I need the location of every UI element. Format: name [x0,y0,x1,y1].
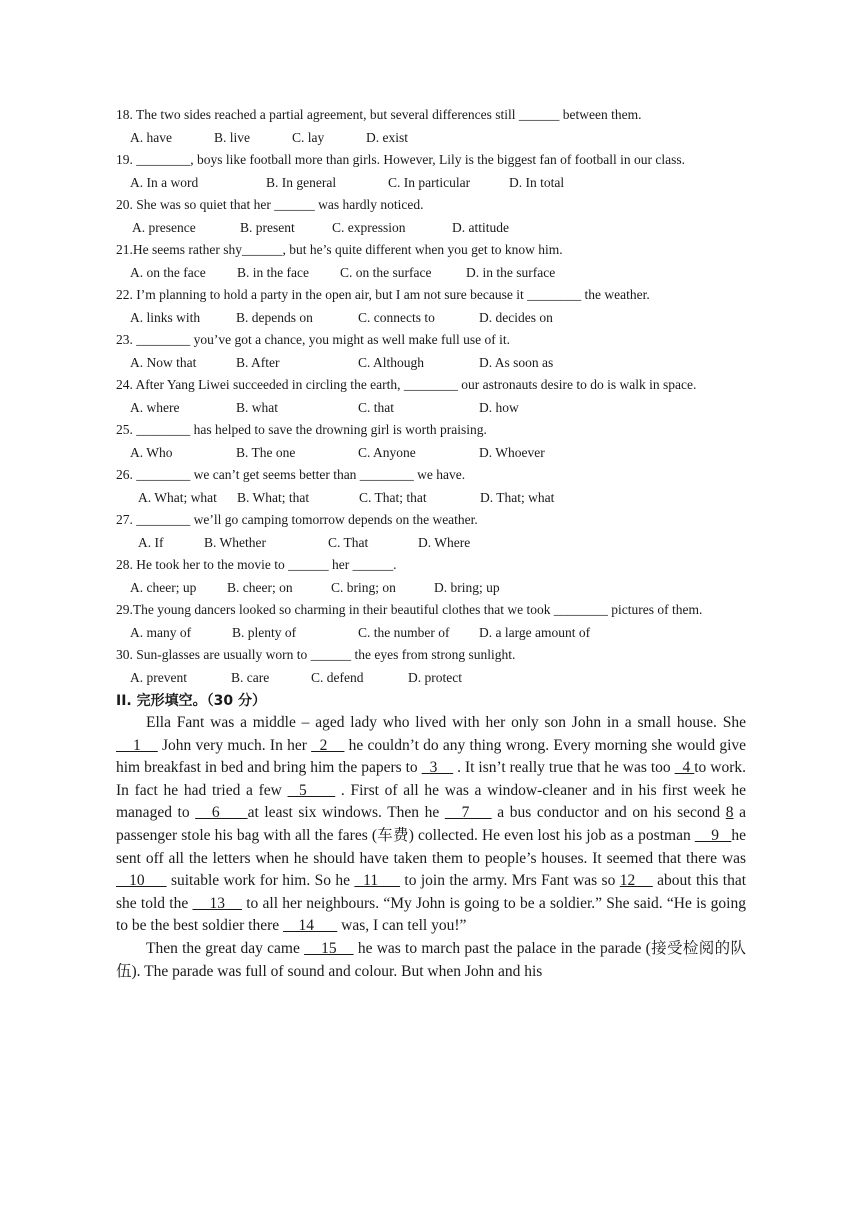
answer-option: C. defend [311,669,364,685]
option-row [116,577,746,600]
answer-option: C. In particular [388,174,471,190]
answer-option: B. in the face [237,264,309,280]
answer-option: C. That; that [359,489,427,505]
section-title: II. 完形填空。（30 分） [116,693,266,709]
answer-option: D. protect [408,669,462,685]
answer-option: D. in the surface [466,264,556,280]
cloze-blank: 1 [116,736,158,754]
answer-option: B. What; that [237,489,310,505]
cloze-blank: 8 [725,804,734,822]
question-stem: 28. He took her to the movie to ______ her ______. [116,557,397,572]
answer-option: A. links with [130,309,201,325]
answer-option: A. In a word [130,174,199,190]
question-stem: 30. Sun-glasses are usually worn to ______ the eyes from strong sunlight. [116,647,516,662]
answer-option: C. the number of [358,624,450,640]
question-stem: 22. I’m planning to hold a party in the open air, but I am not sure because it ________ the weather. [116,287,650,302]
question [116,554,746,599]
question [116,329,746,374]
answer-option: A. presence [132,219,196,235]
option-row [116,217,746,240]
option-row [116,442,746,465]
answer-option: B. live [214,129,250,145]
answer-option: A. on the face [130,264,206,280]
answer-option: C. expression [332,219,406,235]
answer-option: C. that [358,399,394,415]
passage-text: Ella Fant was a middle – aged lady who lived with her only son John in a small house. She [146,714,746,731]
answer-option: C. Although [358,354,425,370]
question [116,149,746,194]
cloze-blank: 14 [283,917,338,935]
cloze-blank: 15 [304,939,354,957]
option-row [116,172,746,195]
passage-paragraph [116,712,746,938]
question-stem: 26. ________ we can’t get seems better than ________ we have. [116,467,466,482]
answer-option: A. cheer; up [130,579,197,595]
answer-option: B. cheer; on [227,579,293,595]
question [116,419,746,464]
answer-option: D. how [479,399,519,415]
option-row [116,667,746,690]
answer-option: C. on the surface [340,264,432,280]
answer-option: D. exist [366,129,408,145]
cloze-blank: 5 [287,781,336,799]
question-stem: 29.The young dancers looked so charming in their beautiful clothes that we took ________ pictures of them. [116,602,703,617]
cloze-blank: 6 [195,804,248,822]
answer-option: B. depends on [236,309,313,325]
cloze-blank: 2 [311,736,345,754]
answer-option: B. present [240,219,295,235]
option-row [116,127,746,150]
question-stem: 21.He seems rather shy______, but he’s quite different when you get to know him. [116,242,563,257]
question [116,104,746,149]
passage-text: was, I can tell you!” [337,917,467,935]
question-list [116,104,746,689]
answer-option: B. care [231,669,270,685]
answer-option: B. In general [266,174,337,190]
question [116,239,746,284]
answer-option: A. prevent [130,669,187,685]
passage-text: he sent off all the letters when he should have taken them to people’s houses. It seemed that there was [116,826,747,867]
passage-text: Then the great day came [146,939,305,957]
question-stem: 23. ________ you’ve got a chance, you might as well make full use of it. [116,332,511,347]
option-row [116,532,746,555]
passage-text: at least six windows. Then he [247,804,445,822]
answer-option: D. Whoever [479,444,545,460]
answer-option: D. In total [509,174,565,190]
passage-text: suitable work for him. So he [166,872,355,890]
cloze-blank: 13 [192,894,242,912]
passage-text: . It isn’t really true that he was too [453,759,675,777]
passage-text: a passenger stole his bag with all the fares (车费) collected. He even lost his job as a postman [116,804,746,844]
answer-option: A. What; what [138,489,217,505]
passage-text: a bus conductor and on his second [491,804,726,822]
exam-page [116,104,746,983]
answer-option: A. where [130,399,180,415]
answer-option: A. have [130,129,172,145]
passage-text: to work. In fact he had tried a few [116,759,746,799]
answer-option: A. Now that [130,354,197,370]
answer-option: B. what [236,399,278,415]
option-row [116,352,746,375]
question [116,644,746,689]
passage-text: to all her neighbours. “My John is going to be a soldier.” She said. “He is going to be the best soldier there [116,894,746,935]
answer-option: D. bring; up [434,579,500,595]
passage-text: he was to march past the palace in the parade (接受检阅的队伍). The parade was full of sound and colour. But when John and his [116,939,747,980]
option-row [116,307,746,330]
answer-option: B. After [236,354,280,370]
question-stem: 27. ________ we’ll go camping tomorrow depends on the weather. [116,512,478,527]
question [116,374,746,419]
option-row [116,487,746,510]
question [116,509,746,554]
answer-option: D. That; what [480,489,555,505]
passage-text: . First of all he was a window-cleaner and in his first week he managed to [116,781,746,822]
question [116,284,746,329]
answer-option: D. Where [418,534,471,550]
option-row [116,622,746,645]
answer-option: B. plenty of [232,624,297,640]
question [116,599,746,644]
answer-option: A. Who [130,444,173,460]
cloze-blank: 4 [674,759,695,777]
question-stem: 25. ________ has helped to save the drowning girl is worth praising. [116,422,487,437]
passage-text: John very much. In her [157,736,312,754]
cloze-blank: 7 [444,804,492,822]
answer-option: D. decides on [479,309,553,325]
passage-text: to join the army. Mrs Fant was so [400,872,620,890]
cloze-blank: 9 [694,826,732,844]
cloze-blank: 12 [619,872,653,890]
cloze-blank: 10 [116,872,167,890]
answer-option: C. bring; on [331,579,396,595]
option-row [116,397,746,420]
cloze-blank: 11 [354,872,401,890]
answer-option: B. Whether [204,534,266,550]
passage-text: about this that she told the [116,872,747,912]
answer-option: C. Anyone [358,444,416,460]
cloze-blank: 3 [421,759,454,777]
passage-text: he couldn’t do any thing wrong. Every morning she would give him breakfast in bed and bring him the papers to [116,736,747,777]
question-stem: 24. After Yang Liwei succeeded in circling the earth, ________ our astronauts desire to do is walk in space. [116,377,697,392]
question-stem: 20. She was so quiet that her ______ was hardly noticed. [116,197,424,212]
question [116,194,746,239]
answer-option: D. a large amount of [479,624,591,640]
question-stem: 19. ________, boys like football more than girls. However, Lily is the biggest fan of football in our class. [116,152,685,167]
answer-option: C. connects to [358,309,435,325]
answer-option: B. The one [236,444,296,460]
answer-option: C. That [328,534,369,550]
answer-option: A. many of [130,624,192,640]
option-row [116,262,746,285]
cloze-passage [116,712,746,983]
question [116,464,746,509]
answer-option: D. As soon as [479,354,554,370]
answer-option: C. lay [292,129,325,145]
answer-option: A. If [138,534,164,550]
question-stem: 18. The two sides reached a partial agreement, but several differences still ______ between them. [116,107,642,122]
passage-paragraph [116,938,746,983]
answer-option: D. attitude [452,219,509,235]
